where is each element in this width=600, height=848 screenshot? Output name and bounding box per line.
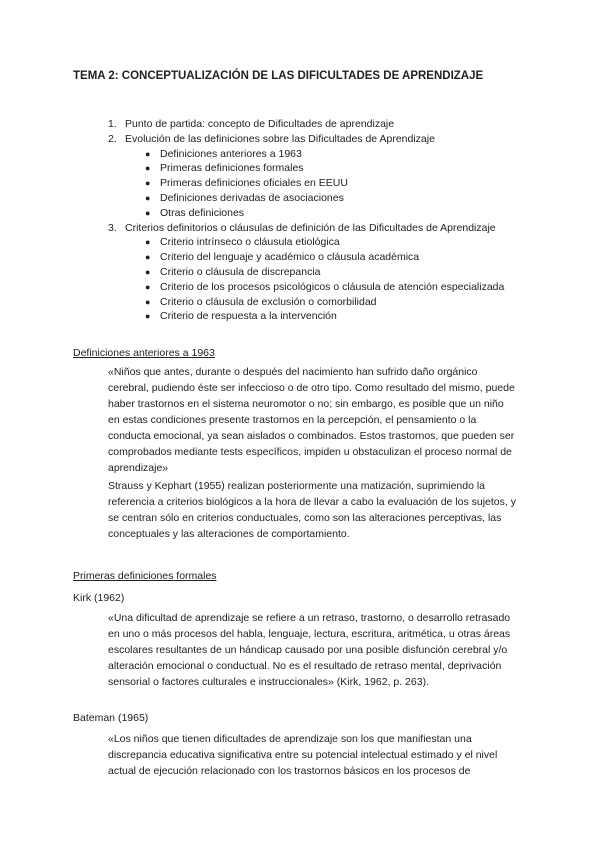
outline-subitem: ● Criterio o cláusula de discrepancia <box>145 265 321 278</box>
bullet-icon: ● <box>145 207 151 218</box>
author-bateman: Bateman (1965) <box>73 712 149 724</box>
quote-block: «Niños que antes, durante o después del nacimiento han sufrido daño orgánico cerebral, pudiendo éste ser infeccioso o de otro tipo. Como resultado del mismo, puede haber trastornos en el sistema neuromotor o no; sin embargo, es posible que un niño en estas condiciones presente trastornos en la percepción, el pensamiento o la conducta emocional, ya sean aislados o combinados. Estos trastornos, que pueden ser comprobados mediante tests específicos, impiden u obstaculizan el proceso normal de aprendizaje» <box>108 366 515 474</box>
outline-subitem: ● Definiciones anteriores a 1963 <box>145 147 302 160</box>
section-heading-formales: Primeras definiciones formales <box>73 570 217 582</box>
bullet-icon: ● <box>145 192 151 203</box>
quote-block: «Los niños que tienen dificultades de aprendizaje son los que manifiestan una discrepancia educativa significativa entre su potencial intelectual estimado y el nivel actual de ejecución relacionado con los trastornos básicos en los procesos de <box>108 733 498 777</box>
bullet-icon: ● <box>145 281 151 292</box>
outline-item <box>108 132 504 147</box>
outline-item <box>108 221 504 236</box>
outline-text: Punto de partida: concepto de Dificultades de aprendizaje <box>125 118 395 130</box>
outline-subitem: ● Primeras definiciones oficiales en EEUU <box>145 177 348 190</box>
bullet-icon: ● <box>145 163 151 174</box>
bullet-icon: ● <box>145 237 151 248</box>
outline-list <box>108 117 504 324</box>
outline-subitem: ● Criterio del lenguaje y académico o cláusula académica <box>145 251 420 264</box>
outline-subitem: ● Definiciones derivadas de asociaciones <box>145 191 344 204</box>
section-heading-1963: Definiciones anteriores a 1963 <box>73 347 215 359</box>
outline-subitem: ● Criterio intrínseco o cláusula etiológica <box>145 236 340 249</box>
outline-subitem: ● Criterio o cláusula de exclusión o comorbilidad <box>145 295 377 308</box>
bullet-icon: ● <box>145 148 151 159</box>
outline-subitem: ● Primeras definiciones formales <box>145 162 304 175</box>
page-title: TEMA 2: CONCEPTUALIZACIÓN DE LAS DIFICULTADES DE APRENDIZAJE <box>73 70 484 82</box>
outline-text: Evolución de las definiciones sobre las Dificultades de Aprendizaje <box>125 132 435 145</box>
outline-number: 1. <box>108 118 117 130</box>
bullet-icon: ● <box>145 266 151 277</box>
outline-number: 3. <box>108 221 117 234</box>
outline-subitem: ● Criterio de respuesta a la intervención <box>145 310 337 323</box>
outline-subitem: ● Otras definiciones <box>145 206 245 219</box>
author-kirk: Kirk (1962) <box>73 592 125 604</box>
outline-number: 2. <box>108 132 117 145</box>
bullet-icon: ● <box>145 296 151 307</box>
bullet-icon: ● <box>145 311 151 322</box>
bullet-icon: ● <box>145 178 151 189</box>
outline-text: Criterios definitorios o cláusulas de definición de las Dificultades de Aprendizaje <box>125 221 496 234</box>
outline-item <box>108 117 504 132</box>
bullet-icon: ● <box>145 252 151 263</box>
paragraph: Strauss y Kephart (1955) realizan posteriormente una matización, suprimiendo la referencia a criterios biológicos a la hora de llevar a cabo la evaluación de los sujetos, y se centran sólo en criterios conductuales, como son las alteraciones perceptivas, las conceptuales y las alteraciones de comportamiento. <box>108 480 516 540</box>
quote-block: «Una dificultad de aprendizaje se refiere a un retraso, trastorno, o desarrollo retrasado en uno o más procesos del habla, lenguaje, lectura, escritura, aritmética, u otras áreas escolares resultantes de un hándicap causado por una posible disfunción cerebral y/o alteración emocional o conductual. No es el resultado de retraso mental, deprivación sensorial o factores culturales e instruccionales» (Kirk, 1962, p. 263). <box>108 612 511 688</box>
outline-subitem: ● Criterio de los procesos psicológicos o cláusula de atención especializada <box>145 280 505 293</box>
